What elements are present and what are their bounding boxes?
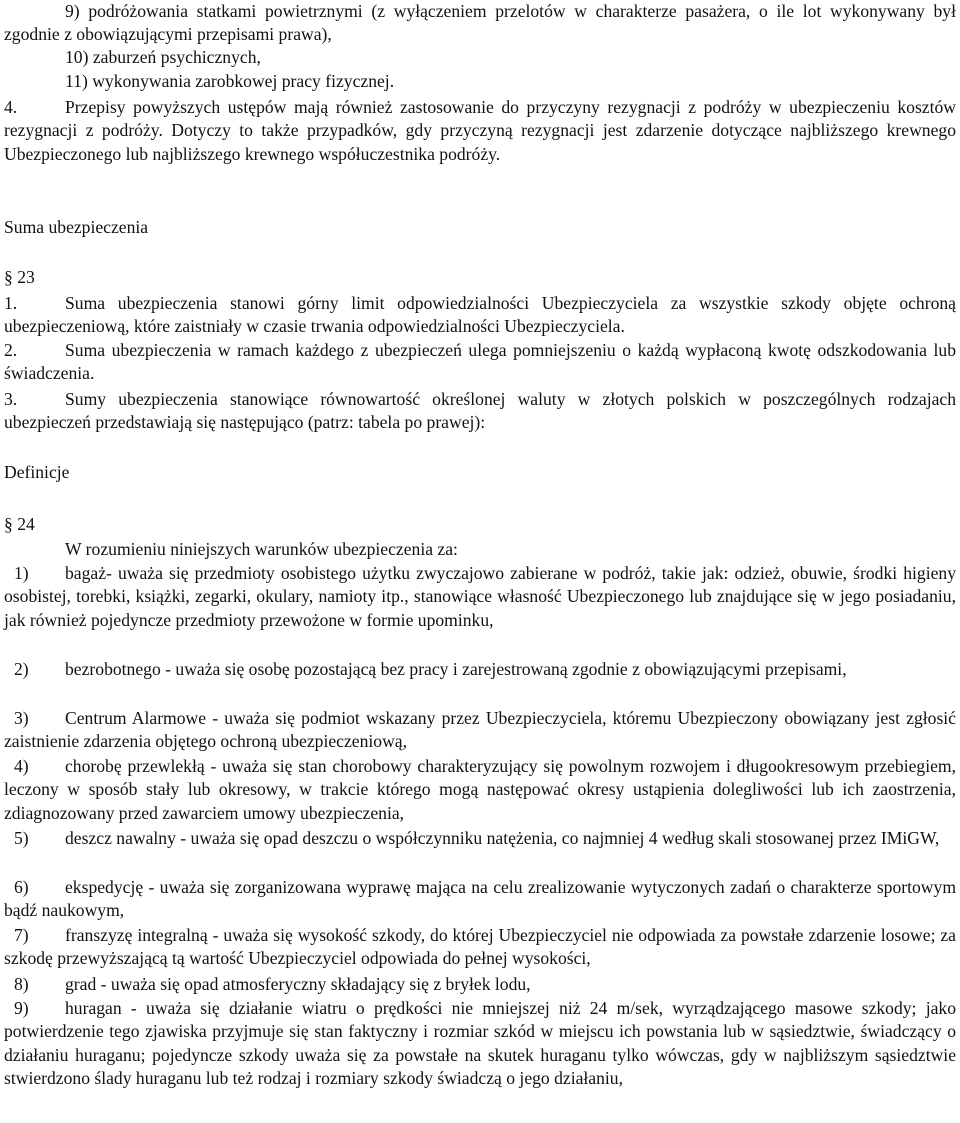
section-number-24: § 24 bbox=[4, 514, 35, 534]
item-number: 4) bbox=[14, 756, 29, 776]
suma-item-1 bbox=[4, 292, 956, 339]
definitions-intro: W rozumieniu niniejszych warunków ubezpieczenia za: bbox=[65, 539, 458, 559]
definition-8 bbox=[4, 973, 956, 996]
paragraph-text: Przepisy powyższych ustępów mają również zastosowanie do przyczyny rezygnacji z podróży w ubezpieczeniu kosztów rezygnacji z podróży. Dotyczy to także przypadków, gdy przyczyną rezygnacji jest zdarzenie dotyczące najbliższego krewnego Ubezpieczonego lub najbliższego krewnego współuczestnika podróży. bbox=[4, 97, 956, 164]
item-text: Suma ubezpieczenia w ramach każdego z ubezpieczeń ulega pomniejszeniu o każdą wypłaconą kwotę odszkodowania lub świadczenia. bbox=[4, 340, 956, 384]
definition-7 bbox=[4, 924, 956, 971]
definition-5 bbox=[4, 827, 956, 850]
item-number: 2) bbox=[14, 659, 29, 679]
item-number: 1. bbox=[4, 293, 18, 313]
list-item-11: 11) wykonywania zarobkowej pracy fizycznej. bbox=[65, 71, 395, 91]
definition-4 bbox=[4, 755, 956, 825]
list-item-9: 9) podróżowania statkami powietrznymi (z wyłączeniem przelotów w charakterze pasażera, o ile lot wykonywany był zgodnie z obowiązującymi przepisami prawa), bbox=[4, 1, 956, 45]
item-text: bagaż- uważa się przedmioty osobistego użytku zwyczajowo zabierane w podróż, takie jak: odzież, obuwie, środki higieny osobistej, torebki, książki, zegarki, okulary, namioty itp., stanowiące własność Ubezpieczonego lub znajdujące się w jego posiadaniu, jak również pojedyncze przedmioty przewożone w formie upominku, bbox=[4, 563, 956, 630]
item-number: 3. bbox=[4, 389, 18, 409]
item-number: 8) bbox=[14, 974, 29, 994]
item-text: chorobę przewlekłą - uważa się stan chorobowy charakteryzujący się powolnym rozwojem i długookresowym przebiegiem, leczony w sposób stały lub okresowy, w trakcie którego mogą następować okresy ustąpienia dolegliwości lub ich zaostrzenia, zdiagnozowany przed zawarciem umowy ubezpieczenia, bbox=[4, 756, 956, 823]
item-text: huragan - uważa się działanie wiatru o prędkości nie mniejszej niż 24 m/sek, wyrządzającego masowe szkody; jako potwierdzenie tego zjawiska przyjmuje się stan faktyczny i rozmiar szkód w miejscu ich powstania lub w sąsiedztwie, świadczący o działaniu huraganu; pojedyncze szkody uważa się za powstałe na skutek huraganu tylko wówczas, gdy w najbliższym sąsiedztwie stwierdzono ślady huraganu lub też rodzaj i rozmiary szkody świadczą o jego działaniu, bbox=[4, 998, 956, 1088]
item-text: Centrum Alarmowe - uważa się podmiot wskazany przez Ubezpieczyciela, któremu Ubezpieczony obowiązany jest zgłosić zaistnienie zdarzenia objętego ochroną ubezpieczeniową, bbox=[4, 708, 956, 752]
item-number: 1) bbox=[14, 563, 29, 583]
item-text: grad - uważa się opad atmosferyczny składający się z bryłek lodu, bbox=[65, 974, 531, 994]
paragraph-4 bbox=[4, 96, 956, 166]
section-heading-definicje: Definicje bbox=[4, 462, 70, 482]
item-number: 5) bbox=[14, 828, 29, 848]
item-text: Sumy ubezpieczenia stanowiące równowartość określonej waluty w złotych polskich w poszczególnych rodzajach ubezpieczeń przedstawiają się następująco (patrz: tabela po prawej): bbox=[4, 389, 956, 433]
list-item-10: 10) zaburzeń psychicznych, bbox=[65, 47, 261, 67]
item-number: 7) bbox=[14, 925, 29, 945]
item-text: deszcz nawalny - uważa się opad deszczu o współczynniku natężenia, co najmniej 4 według skali stosowanej przez IMiGW, bbox=[65, 828, 940, 848]
definition-1 bbox=[4, 562, 956, 632]
item-number: 2. bbox=[4, 340, 18, 360]
item-text: bezrobotnego - uważa się osobę pozostającą bez pracy i zarejestrowaną zgodnie z obowiązującymi przepisami, bbox=[65, 659, 847, 679]
paragraph-number: 4. bbox=[4, 97, 18, 117]
definition-3 bbox=[4, 707, 956, 754]
item-number: 3) bbox=[14, 708, 29, 728]
item-number: 9) bbox=[14, 998, 29, 1018]
suma-item-2 bbox=[4, 339, 956, 386]
item-text: franszyzę integralną - uważa się wysokość szkody, do której Ubezpieczyciel nie odpowiada za powstałe zdarzenie losowe; za szkodę przewyższającą tą wartość Ubezpieczyciel odpowiada do pełnej wysokości, bbox=[4, 925, 956, 969]
definition-2 bbox=[4, 658, 956, 681]
suma-item-3 bbox=[4, 388, 956, 435]
item-text: ekspedycję - uważa się zorganizowana wyprawę mająca na celu zrealizowanie wytyczonych zadań o charakterze sportowym bądź naukowym, bbox=[4, 877, 956, 921]
item-number: 6) bbox=[14, 877, 29, 897]
section-heading-suma: Suma ubezpieczenia bbox=[4, 217, 149, 237]
section-number-23: § 23 bbox=[4, 267, 35, 287]
definition-6 bbox=[4, 876, 956, 923]
item-text: Suma ubezpieczenia stanowi górny limit odpowiedzialności Ubezpieczyciela za wszystkie szkody objęte ochroną ubezpieczeniową, które zaistniały w czasie trwania odpowiedzialności Ubezpieczyciela. bbox=[4, 293, 956, 337]
definition-9 bbox=[4, 997, 956, 1090]
